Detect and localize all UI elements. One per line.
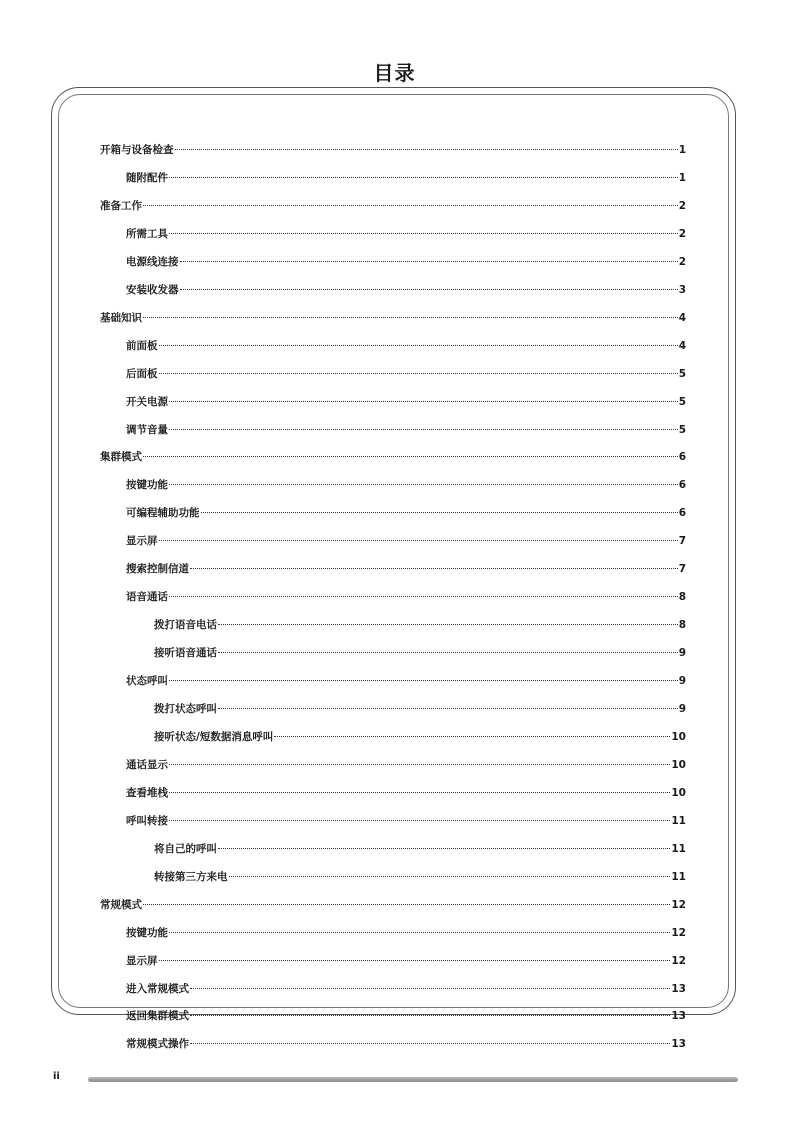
toc-entry-label: 按键功能	[126, 479, 168, 491]
toc-entry[interactable]	[154, 646, 686, 660]
dot-leader	[169, 596, 678, 597]
toc-entry-page: 1	[678, 172, 686, 184]
toc-entry-page: 8	[678, 619, 686, 631]
toc-entry[interactable]	[126, 982, 686, 996]
toc-entry-label: 集群模式	[100, 451, 142, 463]
dot-leader	[180, 261, 678, 262]
dot-leader	[190, 568, 678, 569]
toc-entry-label: 接听语音通话	[154, 647, 217, 659]
toc-entry[interactable]	[126, 1009, 686, 1023]
dot-leader	[169, 429, 678, 430]
toc-entry-page: 7	[678, 535, 686, 547]
dot-leader	[159, 345, 678, 346]
toc-entry-page: 5	[678, 396, 686, 408]
toc-entry[interactable]	[126, 423, 686, 437]
toc-entry-label: 常规模式操作	[126, 1038, 189, 1050]
toc-entry-page: 11	[671, 871, 686, 883]
toc-entry[interactable]	[154, 702, 686, 716]
toc-entry-page: 1	[678, 144, 686, 156]
toc-entry[interactable]	[126, 227, 686, 241]
toc-entry[interactable]	[154, 842, 686, 856]
dot-leader	[169, 680, 678, 681]
toc-entry-label: 呼叫转接	[126, 815, 168, 827]
dot-leader	[169, 932, 670, 933]
toc-entry-label: 可编程辅助功能	[126, 507, 200, 519]
toc-entry[interactable]	[126, 339, 686, 353]
toc-entry-label: 显示屏	[126, 955, 158, 967]
toc-entry-label: 搜索控制信道	[126, 563, 189, 575]
page-number: ii	[53, 1071, 60, 1082]
toc-entry-page: 6	[678, 451, 686, 463]
dot-leader	[143, 904, 670, 905]
toc-entry-page: 9	[678, 647, 686, 659]
toc-entry-page: 2	[678, 256, 686, 268]
dot-leader	[169, 764, 670, 765]
toc-entry[interactable]	[154, 870, 686, 884]
toc-entry[interactable]	[126, 171, 686, 185]
dot-leader	[169, 233, 678, 234]
dot-leader	[218, 624, 678, 625]
toc-entry[interactable]	[100, 311, 686, 325]
toc-entry-page: 5	[678, 424, 686, 436]
dot-leader	[229, 876, 671, 877]
toc-entry[interactable]	[126, 255, 686, 269]
toc-entry-page: 12	[671, 899, 686, 911]
toc-entry-page: 13	[671, 1010, 686, 1022]
dot-leader	[190, 1015, 670, 1016]
toc-entry-label: 显示屏	[126, 535, 158, 547]
toc-entry[interactable]	[126, 926, 686, 940]
toc-entry-label: 电源线连接	[126, 256, 179, 268]
toc-entry[interactable]	[100, 143, 686, 157]
toc-entry-label: 安装收发器	[126, 284, 179, 296]
toc-entry-page: 7	[678, 563, 686, 575]
toc-entry[interactable]	[100, 199, 686, 213]
toc-entry-page: 12	[671, 955, 686, 967]
dot-leader	[218, 708, 678, 709]
toc-entry-page: 13	[671, 1038, 686, 1050]
toc-entry[interactable]	[126, 674, 686, 688]
toc-entry[interactable]	[126, 954, 686, 968]
toc-entry-label: 调节音量	[126, 424, 168, 436]
toc-entry[interactable]	[126, 506, 686, 520]
toc-entry[interactable]	[126, 590, 686, 604]
dot-leader	[190, 1043, 670, 1044]
dot-leader	[175, 149, 678, 150]
dot-leader	[180, 289, 678, 290]
dot-leader	[169, 820, 670, 821]
dot-leader	[169, 484, 678, 485]
toc-entry-label: 查看堆栈	[126, 787, 168, 799]
toc-entry-label: 进入常规模式	[126, 983, 189, 995]
dot-leader	[143, 205, 678, 206]
dot-leader	[169, 792, 670, 793]
toc-entry[interactable]	[126, 758, 686, 772]
toc-entry-label: 基础知识	[100, 312, 142, 324]
toc-entry[interactable]	[126, 478, 686, 492]
toc-entry[interactable]	[126, 562, 686, 576]
toc-entry-label: 通话显示	[126, 759, 168, 771]
toc-entry-label: 转接第三方来电	[154, 871, 228, 883]
toc-entry-page: 6	[678, 479, 686, 491]
toc-entry-label: 开箱与设备检查	[100, 144, 174, 156]
toc-entry-label: 拨打语音电话	[154, 619, 217, 631]
toc-entry[interactable]	[100, 450, 686, 464]
toc-entry-label: 按键功能	[126, 927, 168, 939]
dot-leader	[143, 456, 678, 457]
toc-entry-page: 5	[678, 368, 686, 380]
dot-leader	[169, 177, 678, 178]
toc-entry[interactable]	[126, 367, 686, 381]
dot-leader	[169, 401, 678, 402]
dot-leader	[159, 540, 678, 541]
toc-entry-page: 13	[671, 983, 686, 995]
toc-entry-page: 2	[678, 228, 686, 240]
toc-entry-label: 返回集群模式	[126, 1010, 189, 1022]
toc-entry-page: 11	[671, 843, 686, 855]
toc-entry-label: 随附配件	[126, 172, 168, 184]
toc-entry-label: 常规模式	[100, 899, 142, 911]
toc-entry-label: 所需工具	[126, 228, 168, 240]
toc-entry-page: 10	[671, 731, 686, 743]
toc-entry[interactable]	[126, 1037, 686, 1051]
toc-entry-page: 4	[678, 340, 686, 352]
toc-entry-page: 3	[678, 284, 686, 296]
dot-leader	[159, 960, 671, 961]
page-title: 目录	[373, 61, 416, 85]
dot-leader	[274, 736, 670, 737]
toc-entry-page: 10	[671, 787, 686, 799]
toc-entry[interactable]	[126, 814, 686, 828]
toc-entry-label: 状态呼叫	[126, 675, 168, 687]
toc-entry-label: 语音通话	[126, 591, 168, 603]
footer-bar	[88, 1077, 738, 1082]
toc-entry-page: 9	[678, 703, 686, 715]
toc-entry-label: 拨打状态呼叫	[154, 703, 217, 715]
toc-entry-page: 4	[678, 312, 686, 324]
toc-entry-page: 11	[671, 815, 686, 827]
toc-entry[interactable]	[126, 786, 686, 800]
toc-entry-page: 6	[678, 507, 686, 519]
toc-entry-page: 2	[678, 200, 686, 212]
toc-entry-label: 前面板	[126, 340, 158, 352]
toc-entry-page: 8	[678, 591, 686, 603]
toc-entry-page: 9	[678, 675, 686, 687]
toc-entry-label: 后面板	[126, 368, 158, 380]
toc-entry[interactable]	[154, 618, 686, 632]
dot-leader	[159, 373, 678, 374]
dot-leader	[218, 848, 670, 849]
toc-entry-page: 12	[671, 927, 686, 939]
toc-entry-label: 接听状态/短数据消息呼叫	[154, 731, 274, 743]
toc-entry-label: 准备工作	[100, 200, 142, 212]
toc-entry[interactable]	[126, 395, 686, 409]
toc-entry-page: 10	[671, 759, 686, 771]
toc-entry[interactable]	[126, 534, 686, 548]
toc-entry-label: 开关电源	[126, 396, 168, 408]
dot-leader	[201, 512, 678, 513]
dot-leader	[218, 652, 678, 653]
toc-entry[interactable]	[154, 730, 686, 744]
toc-entry[interactable]	[100, 898, 686, 912]
toc-entry[interactable]	[126, 283, 686, 297]
dot-leader	[143, 317, 678, 318]
dot-leader	[190, 988, 670, 989]
toc-entry-label: 将自己的呼叫	[154, 843, 217, 855]
